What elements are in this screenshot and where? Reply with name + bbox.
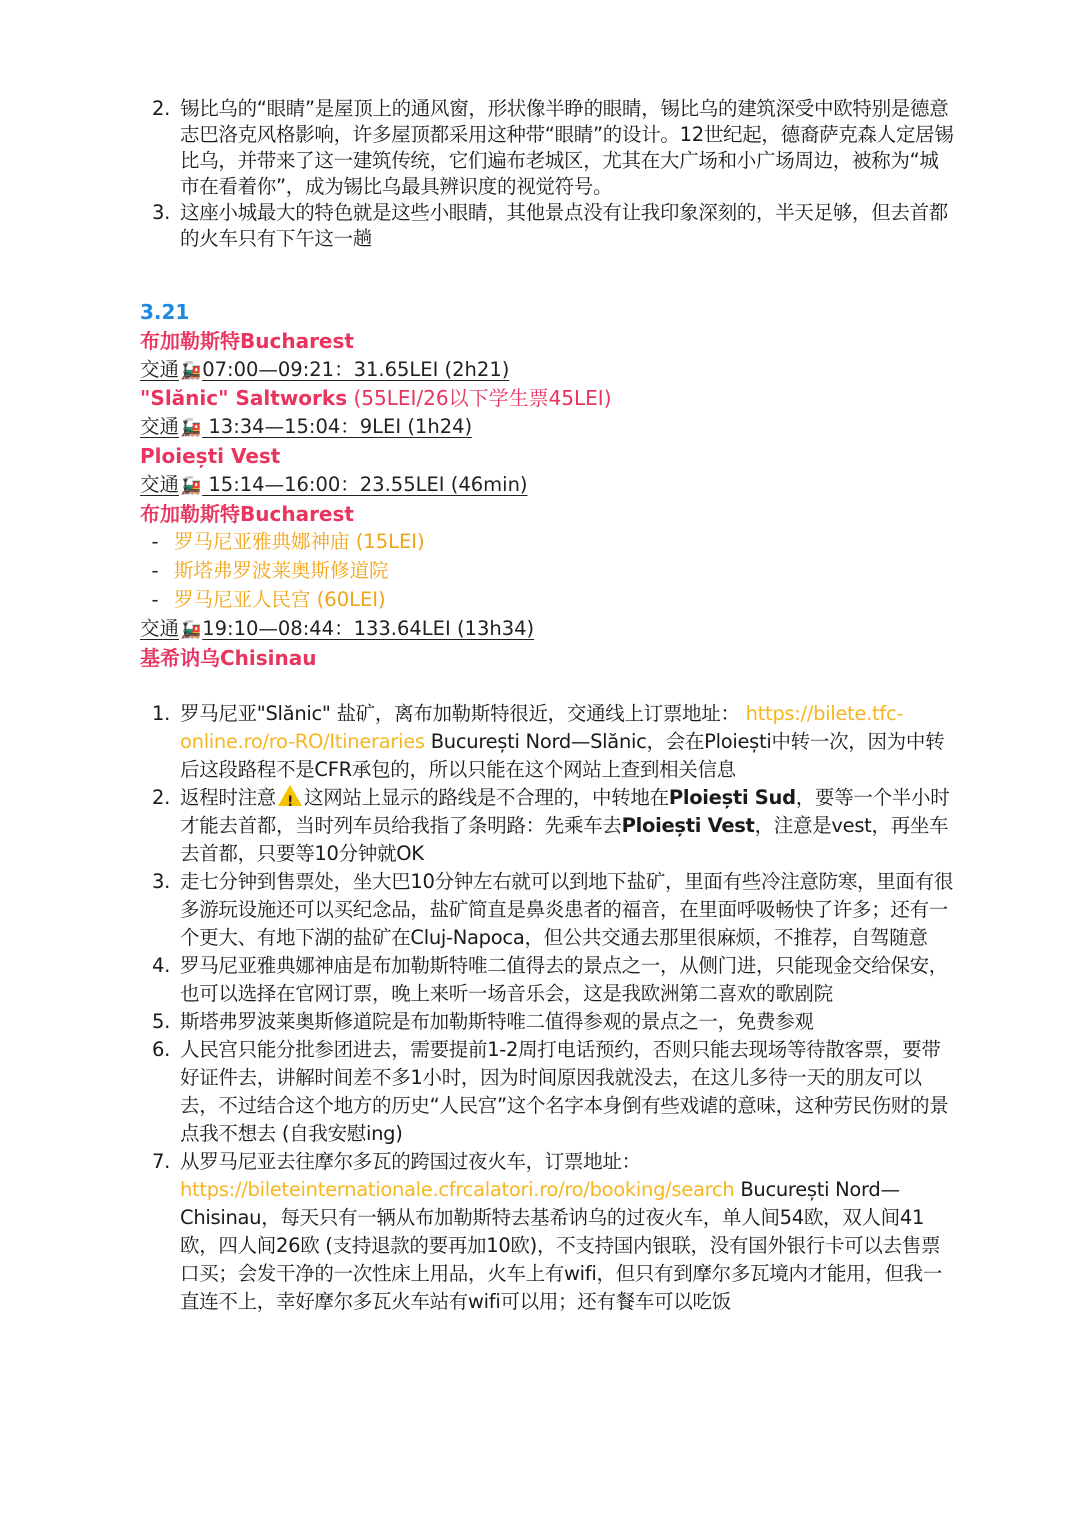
train-icon: 🚂 xyxy=(180,475,202,496)
place-name: "Slănic" Saltworks xyxy=(140,386,348,411)
sight-palace-of-parliament: 罗马尼亚人民宫 (60LEI) xyxy=(174,587,386,611)
transport-label: 交通 xyxy=(140,357,180,381)
list-item-text: ，要等一个半小时才能去首都，当时列车员给我指了条明路：先乘车去 xyxy=(180,786,950,837)
list-item xyxy=(140,784,955,868)
bucharest-notes-list xyxy=(140,700,955,1316)
list-number: 2. xyxy=(152,786,171,809)
list-number: 7. xyxy=(152,1150,171,1173)
sight-item xyxy=(140,586,960,615)
list-number: 2. xyxy=(152,97,171,120)
transport-leg-3 xyxy=(140,471,960,500)
list-item xyxy=(140,1008,955,1036)
sibiu-notes-list xyxy=(140,96,955,252)
list-item xyxy=(140,200,955,252)
list-item xyxy=(140,96,955,200)
list-item-text: 罗马尼亚雅典娜神庙是布加勒斯特唯二值得去的景点之一，从侧门进，只能现金交给保安，也可以选择在官网订票，晚上来听一场音乐会，这是我欧洲第二喜欢的歌剧院 xyxy=(180,954,949,1005)
list-item xyxy=(140,1148,955,1316)
list-item-text: 这座小城最大的特色就是这些小眼睛，其他景点没有让我印象深刻的，半天足够，但去首都的火车只有下午这一趟 xyxy=(180,201,949,250)
train-icon: 🚂 xyxy=(180,418,202,439)
dash-bullet: - xyxy=(151,587,159,611)
place-slanic-saltworks xyxy=(140,384,960,413)
transport-detail: 15:14—16:00：23.55LEI (46min) xyxy=(202,472,528,496)
dash-bullet: - xyxy=(151,559,159,583)
list-item-text: 人民宫只能分批参团进去，需要提前1-2周打电话预约，否则只能去现场等待散客票，要带好证件去，讲解时间差不多1小时，因为时间原因我就没去，在这儿多待一天的朋友可以去，不过结合这个地方的历史“人民宫”这个名字本身倒有些戏谑的意味，这种劳民伤财的景点我不想去 (自我安慰ing) xyxy=(180,1038,949,1145)
sight-item xyxy=(140,557,960,586)
list-number: 4. xyxy=(152,954,171,977)
transport-label: 交通 xyxy=(140,415,180,439)
list-item-text: 罗马尼亚"Slănic" 盐矿，离布加勒斯特很近，交通线上订票地址： xyxy=(180,702,740,725)
sight-athenaeum: 罗马尼亚雅典娜神庙 (15LEI) xyxy=(174,530,425,554)
list-item xyxy=(140,700,955,784)
booking-link[interactable]: https://bilete.tfc-online.ro/ro-RO/Itineraries xyxy=(180,702,904,753)
transport-detail: 07:00—09:21：31.65LEI (2h21) xyxy=(202,357,510,381)
list-item-text: 从罗马尼亚去往摩尔多瓦的跨国过夜火车，订票地址： xyxy=(180,1150,641,1173)
list-number: 6. xyxy=(152,1038,171,1061)
list-item xyxy=(140,952,955,1008)
list-item-text: ，注意是vest，再坐车去首都，只要等10分钟就OK xyxy=(180,814,949,865)
warning-icon xyxy=(278,785,302,806)
list-number: 3. xyxy=(152,201,171,224)
booking-link[interactable]: https://bileteinternationale.cfrcalatori.ro/ro/booking/search xyxy=(180,1178,735,1201)
train-icon: 🚂 xyxy=(180,360,202,381)
list-item-text: 斯塔弗罗波莱奥斯修道院是布加勒斯特唯二值得参观的景点之一，免费参观 xyxy=(180,1010,814,1033)
transport-label: 交通 xyxy=(140,616,180,640)
place-bucharest: 布加勒斯特Bucharest xyxy=(140,328,354,353)
list-number: 1. xyxy=(152,702,171,725)
list-item xyxy=(140,868,955,952)
sight-stavropoleos: 斯塔弗罗波莱奥斯修道院 xyxy=(174,559,389,583)
transport-leg-2 xyxy=(140,413,960,442)
list-item-text: 这网站上显示的路线是不合理的，中转地在 xyxy=(304,786,669,809)
place-price: (55LEI/26以下学生票45LEI) xyxy=(347,386,612,411)
itinerary-date: 3.21 xyxy=(140,300,190,324)
transport-leg-1 xyxy=(140,356,960,385)
list-item-text: 走七分钟到售票处，坐大巴10分钟左右就可以到地下盐矿，里面有些冷注意防寒，里面有很多游玩设施还可以买纪念品，盐矿简直是鼻炎患者的福音，在里面呼吸畅快了许多；还有一个更大、有地下湖的盐矿在Cluj-Napoca，但公共交通去那里很麻烦，不推荐，自驾随意 xyxy=(180,870,954,949)
transport-detail: 19:10—08:44：133.64LEI (13h34) xyxy=(202,616,535,640)
list-item-text: București Nord—Chisinau，每天只有一辆从布加勒斯特去基希讷乌的过夜火车，单人间54欧，双人间41欧，四人间26欧 (支持退款的要再加10欧)，不支持国内银联，没有国外银行卡可以去售票口买；会发干净的一次性床上用品，火车上有wifi，但只有到摩尔多瓦境内才能用，但我一直连不上，幸好摩尔多瓦火车站有wifi可以用；还有餐车可以吃饭 xyxy=(180,1178,943,1313)
list-item-text: 锡比乌的“眼睛”是屋顶上的通风窗，形状像半睁的眼睛，锡比乌的建筑深受中欧特别是德意志巴洛克风格影响，许多屋顶都采用这种带“眼睛”的设计。12世纪起，德裔萨克森人定居锡比乌，并带来了这一建筑传统，它们遍布老城区，尤其在大广场和小广场周边，被称为“城市在看着你”，成为锡比乌最具辨识度的视觉符号。 xyxy=(180,97,954,198)
list-item xyxy=(140,1036,955,1148)
place-ploiesti-vest: Ploiești Vest xyxy=(140,443,281,468)
list-item-text: 返程时注意 xyxy=(180,786,277,809)
transport-leg-4 xyxy=(140,615,960,644)
station-name: Ploiești Sud xyxy=(668,786,796,809)
sight-item xyxy=(140,528,960,557)
place-chisinau: 基希讷乌Chisinau xyxy=(140,645,317,670)
place-bucharest-2: 布加勒斯特Bucharest xyxy=(140,501,354,526)
list-number: 3. xyxy=(152,870,171,893)
station-name: Ploiești Vest xyxy=(621,814,755,837)
list-number: 5. xyxy=(152,1010,171,1033)
list-item-text: București Nord—Slănic，会在Ploiești中转一次，因为中转后这段路程不是CFR承包的，所以只能在这个网站上查到相关信息 xyxy=(180,730,945,781)
transport-label: 交通 xyxy=(140,472,180,496)
dash-bullet: - xyxy=(151,530,159,554)
itinerary-block xyxy=(140,298,960,672)
transport-detail: 13:34—15:04：9LEI (1h24) xyxy=(202,415,473,439)
train-icon: 🚂 xyxy=(180,619,202,640)
